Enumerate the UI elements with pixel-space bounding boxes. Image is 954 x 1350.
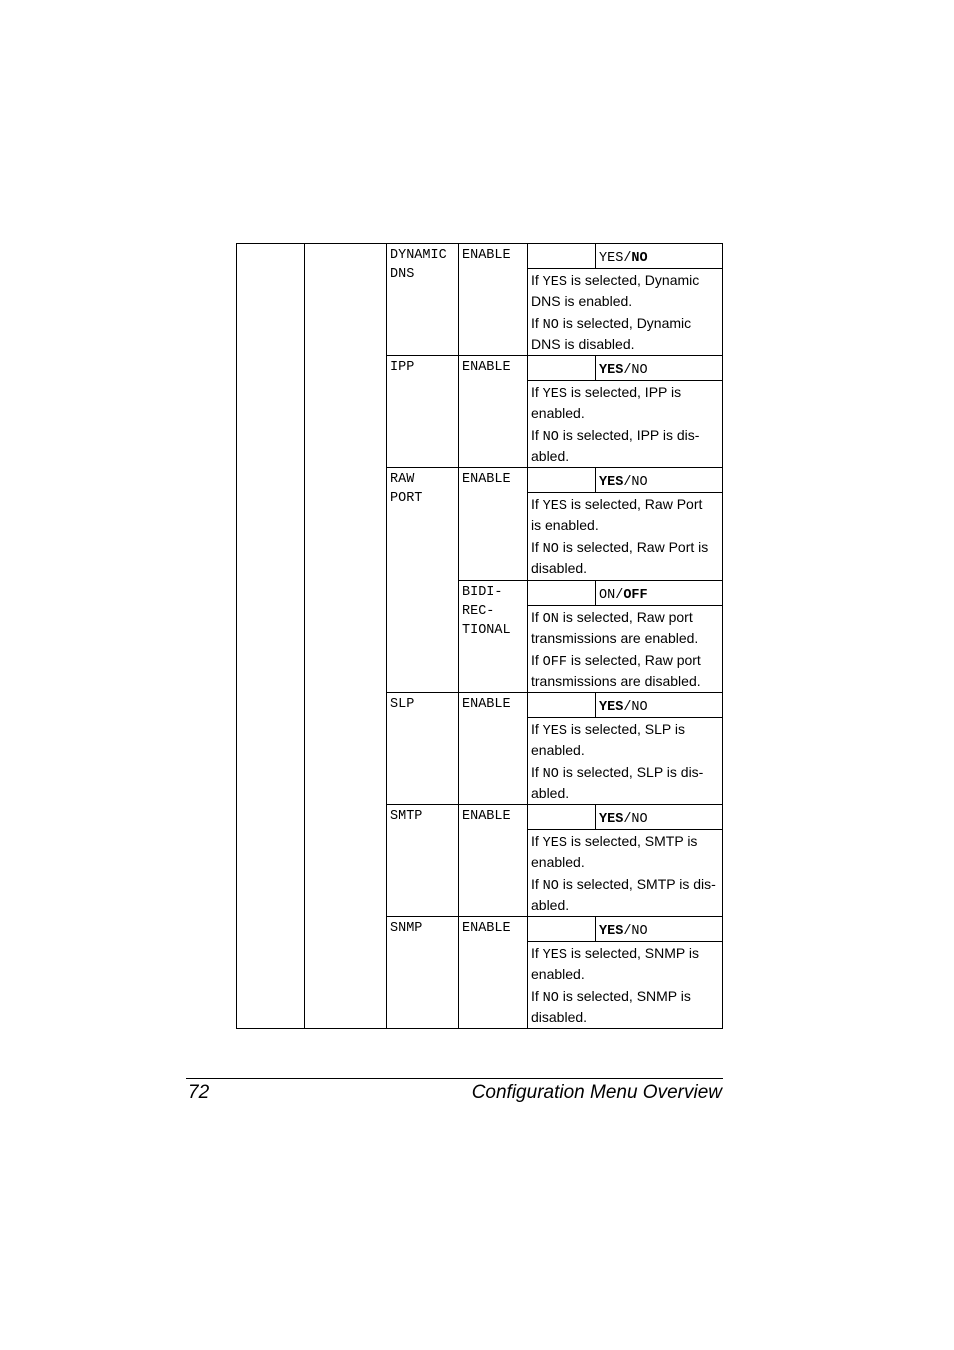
option: / <box>623 924 632 940</box>
default-option: OFF <box>623 587 648 603</box>
description <box>531 426 722 466</box>
menu-label-line: DYNAMIC <box>390 248 447 263</box>
settings-underline <box>527 717 723 718</box>
menu-label-line: SNMP <box>390 921 423 937</box>
column-line-0 <box>236 243 237 1029</box>
description <box>531 495 722 535</box>
description <box>531 832 722 872</box>
menu-label-line: RAW <box>390 472 415 488</box>
item-label-line: ENABLE <box>462 921 511 937</box>
settings-options <box>599 471 720 492</box>
option: / <box>623 699 632 715</box>
settings-divider <box>595 580 596 606</box>
menu-label-line: PORT <box>390 491 423 507</box>
option: NO <box>631 924 648 940</box>
row-separator <box>386 467 723 468</box>
item-label-line: ENABLE <box>462 248 511 263</box>
option: / <box>623 475 632 491</box>
option-keyword: OFF <box>542 654 567 670</box>
description-text: If <box>531 608 543 625</box>
section-title: Configuration Menu Overview <box>471 1082 722 1103</box>
menu-label <box>390 807 456 826</box>
description-text: If <box>531 496 543 513</box>
menu-label <box>390 470 456 508</box>
default-option: YES <box>599 812 624 827</box>
settings-options <box>599 584 720 605</box>
settings-divider <box>595 355 596 381</box>
item-label-line: ENABLE <box>462 472 511 488</box>
description-text: is selected, IPP is dis- abled. <box>531 427 700 465</box>
menu-label-line: SLP <box>390 696 415 712</box>
option: / <box>623 363 632 379</box>
settings-options <box>599 247 720 268</box>
description <box>531 651 722 691</box>
description-text: If <box>531 988 543 1005</box>
settings-options <box>599 808 720 829</box>
settings-underline <box>527 829 723 830</box>
settings-options <box>599 359 720 380</box>
description-text: is selected, Raw port transmissions are disabled. <box>531 651 701 689</box>
option: / <box>623 251 632 266</box>
description-text: If <box>531 833 543 849</box>
description-text: is selected, SLP is enabled. <box>531 720 686 758</box>
item-label <box>462 246 525 265</box>
option-keyword: NO <box>542 542 559 558</box>
description-text: If <box>531 763 543 780</box>
description-text: If <box>531 427 543 444</box>
option-keyword: YES <box>542 836 567 851</box>
default-option: YES <box>599 924 624 940</box>
description-text: If <box>531 272 543 288</box>
item-label <box>462 807 525 826</box>
table-top-border <box>386 243 723 244</box>
settings-options <box>599 920 720 941</box>
option: / <box>623 812 632 827</box>
footer-rule <box>186 1078 723 1079</box>
description-text: If <box>531 539 543 556</box>
description-text: is selected, Dynamic DNS is enabled. <box>531 272 700 309</box>
item-label-line: ENABLE <box>462 809 511 824</box>
option-keyword: YES <box>542 948 567 964</box>
description <box>531 538 722 578</box>
column-line-4 <box>527 243 528 1029</box>
menu-label-line: IPP <box>390 360 415 376</box>
column-line-5 <box>722 243 723 1029</box>
column-line-1 <box>304 243 305 1029</box>
description-text: If <box>531 720 543 737</box>
description <box>531 763 722 803</box>
default-option: YES <box>599 475 624 491</box>
settings-options <box>599 696 720 717</box>
option: NO <box>631 812 648 827</box>
description-text: is selected, IPP is enabled. <box>531 384 682 422</box>
description-text: is selected, SLP is dis- abled. <box>531 763 704 801</box>
item-label <box>462 358 525 377</box>
row-separator <box>386 355 723 356</box>
option: / <box>615 587 624 603</box>
item-label <box>462 583 525 640</box>
option: NO <box>631 363 648 379</box>
description <box>531 314 722 354</box>
menu-label-line: DNS <box>390 267 415 282</box>
option-keyword: NO <box>542 430 559 446</box>
menu-label <box>390 695 456 714</box>
menu-label <box>390 358 456 377</box>
row-separator <box>386 916 723 917</box>
description-text: is selected, Raw Port is enabled. <box>531 496 703 534</box>
item-separator <box>458 580 723 581</box>
item-label <box>462 919 525 938</box>
description-text: is selected, Dynamic DNS is disabled. <box>531 315 692 352</box>
table-bottom-border <box>236 1028 723 1029</box>
settings-divider <box>595 804 596 830</box>
description-text: If <box>531 315 543 331</box>
item-label-line: REC- <box>462 603 495 619</box>
settings-underline <box>527 492 723 493</box>
description-text: is selected, Raw port transmissions are enabled. <box>531 608 699 646</box>
row-separator <box>386 804 723 805</box>
settings-underline <box>527 380 723 381</box>
menu-label <box>390 919 456 938</box>
default-option: YES <box>599 699 624 715</box>
option-keyword: YES <box>542 387 567 403</box>
description <box>531 608 722 648</box>
item-label-line: ENABLE <box>462 696 511 712</box>
column-line-2 <box>386 243 387 1029</box>
default-option: YES <box>599 363 624 379</box>
default-option: NO <box>631 251 648 266</box>
description-text: is selected, SMTP is dis- abled. <box>531 876 716 913</box>
item-label <box>462 695 525 714</box>
description-text: If <box>531 876 543 892</box>
item-label-line: TIONAL <box>462 622 511 638</box>
settings-underline <box>527 941 723 942</box>
item-label-line: ENABLE <box>462 360 511 376</box>
description <box>531 383 722 423</box>
column-line-3 <box>458 243 459 1029</box>
menu-label-line: SMTP <box>390 809 423 824</box>
item-label-line: BIDI- <box>462 584 503 600</box>
page-number: 72 <box>188 1082 210 1103</box>
item-label <box>462 470 525 489</box>
option-keyword: YES <box>542 499 567 515</box>
description-text: is selected, SMTP is enabled. <box>531 833 698 870</box>
description-text: If <box>531 384 543 401</box>
settings-underline <box>527 605 723 606</box>
settings-underline <box>527 268 723 269</box>
menu-label <box>390 246 456 284</box>
option-keyword: ON <box>542 611 559 627</box>
option-keyword: NO <box>542 318 559 333</box>
option-keyword: YES <box>542 723 567 739</box>
option: NO <box>631 699 648 715</box>
option-keyword: YES <box>542 275 567 290</box>
description-text: If <box>531 651 543 668</box>
option: YES <box>599 251 624 266</box>
description-text: is selected, SNMP is enabled. <box>531 945 699 983</box>
description <box>531 271 722 311</box>
option-keyword: NO <box>542 991 559 1007</box>
description-text: is selected, SNMP is disabled. <box>531 988 691 1026</box>
option-keyword: NO <box>542 879 559 894</box>
description <box>531 720 722 760</box>
settings-divider <box>595 916 596 942</box>
option-keyword: NO <box>542 766 559 782</box>
description-text: If <box>531 945 543 962</box>
description <box>531 875 722 915</box>
row-separator <box>386 692 723 693</box>
settings-divider <box>595 692 596 718</box>
option: ON <box>599 587 616 603</box>
settings-divider <box>595 467 596 493</box>
description-text: is selected, Raw Port is disabled. <box>531 539 709 577</box>
table-top-border-left <box>236 243 386 244</box>
settings-divider <box>595 243 596 269</box>
option: NO <box>631 475 648 491</box>
description <box>531 987 722 1027</box>
description <box>531 944 722 984</box>
